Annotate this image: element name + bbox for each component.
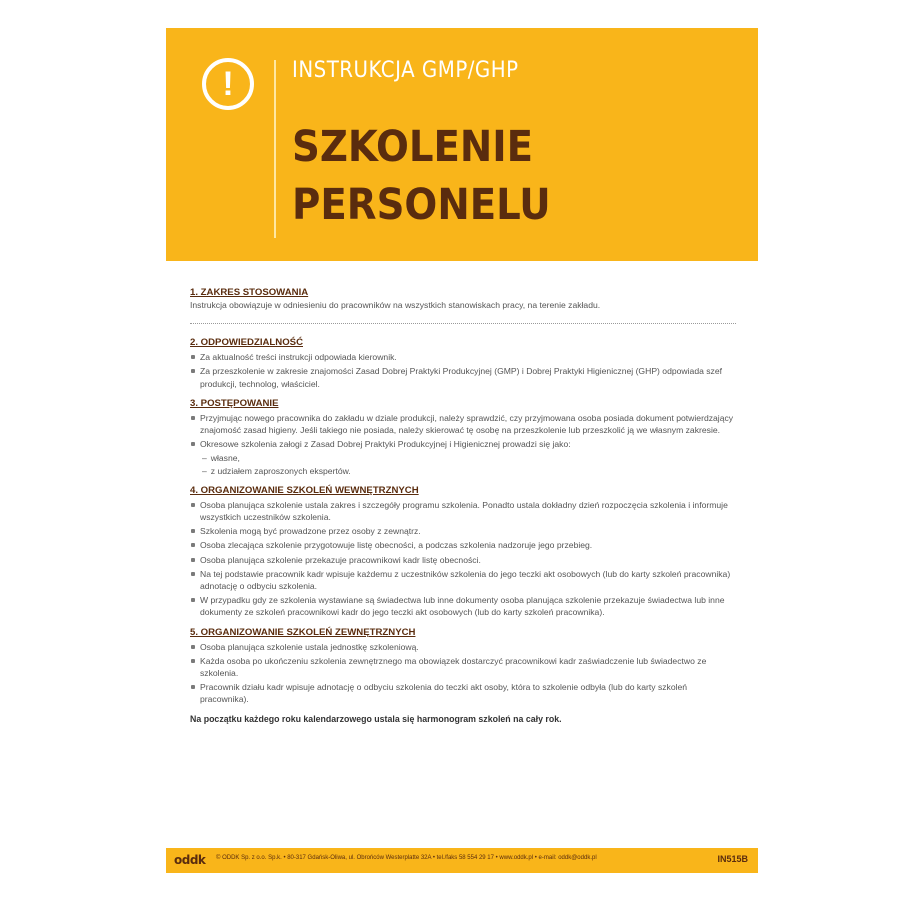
header-divider [274,60,276,238]
list-item: Osoba planująca szkolenie ustala jednostkę szkoleniową. [190,641,736,653]
poster-content [190,286,736,725]
list-item: W przypadku gdy ze szkolenia wystawiane są świadectwa lub inne dokumenty osoba planująca szkolenie przekazuje świadectwa lub inne dokumenty ze szkoleń pracownikowi kadr do jego teczki akt osobowych (lub do karty szkoleń pracownika). [190,594,736,618]
section-procedure [190,397,736,477]
list-item: Osoba zlecająca szkolenie przygotowuje listę obecności, a podczas szkolenia nadzoruje jego przebieg. [190,539,736,551]
poster-title [292,118,551,234]
list-item: Za aktualność treści instrukcji odpowiada kierownik. [190,351,736,363]
section-scope [190,286,736,311]
oddk-logo: oddk [174,853,206,867]
section-title: 1. ZAKRES STOSOWANIA [190,287,309,298]
instruction-kicker: INSTRUKCJA GMP/GHP [292,58,519,83]
section-title: 2. ODPOWIEDZIALNOŚĆ [190,337,303,349]
list-item: Osoba planująca szkolenie ustala zakres i szczegóły programu szkolenia. Ponadto ustala dokładny dzień rozpoczęcia szkolenia i informuje wszystkich uczestników szkolenia. [190,499,736,523]
section-title: 3. POSTĘPOWANIE [190,397,279,409]
publisher-info: © ODDK Sp. z o.o. Sp.k. • 80-317 Gdańsk-Oliwa, ul. Obrońców Westerplatte 32A • tel./faks 58 554 29 17 • www.oddk.pl • e-mail: oddk@oddk.pl [216,855,597,861]
section-title: 5. ORGANIZOWANIE SZKOLEŃ ZEWNĘTRZNYCH [190,626,416,638]
list-item: Szkolenia mogą być prowadzone przez osoby z zewnątrz. [190,525,736,537]
list-item: Osoba planująca szkolenie przekazuje pracownikowi kadr listę obecności. [190,554,736,566]
section-text: Instrukcja obowiązuje w odniesieniu do pracowników na wszystkich stanowiskach pracy, na terenie zakładu. [190,300,601,310]
list-item: Na tej podstawie pracownik kadr wpisuje każdemu z uczestników szkolenia do jego teczki akt osobowych (lub do karty szkoleń pracownika) adnotację o odbyciu szkolenia. [190,568,736,592]
list-item: Każda osoba po ukończeniu szkolenia zewnętrznego ma obowiązek dostarczyć pracownikowi kadr zaświadczenie lub świadectwo ze szkolenia. [190,655,736,679]
bullet-list [190,641,736,706]
section-title: 4. ORGANIZOWANIE SZKOLEŃ WEWNĘTRZNYCH [190,484,419,496]
dotted-divider [190,323,736,324]
sub-list-item: – własne, [190,452,736,464]
sub-list-item: – z udziałem zaproszonych ekspertów. [190,465,736,477]
bullet-list [190,499,736,619]
list-item: Za przeszkolenie w zakresie znajomości Zasad Dobrej Praktyki Produkcyjnej (GMP) i Dobrej Praktyki Higienicznej (GHP) odpowiada szef produkcji, technolog, właściciel. [190,365,736,389]
section-internal-training [190,484,736,619]
list-item: Przyjmując nowego pracownika do zakładu w dziale produkcji, należy sprawdzić, czy przyjmowana osoba posiada dokument potwierdzający znajomość zasad higieny. Jeśli takiego nie posiada, należy skierować tę osobę na przeszkolenie lub przeszkolić ją we własnym zakresie. [190,412,736,436]
title-line-1: SZKOLENIE [292,122,534,172]
section-responsibility [190,336,736,390]
list-item: Okresowe szkolenia załogi z Zasad Dobrej Praktyki Produkcyjnej i Higienicznej prowadzi się jako: [190,438,736,450]
list-item: Pracownik działu kadr wpisuje adnotację o odbyciu szkolenia do teczki akt osoby, która to szkolenie odbyła (lub do karty szkoleń pracownika). [190,681,736,705]
bullet-list [190,412,736,451]
poster-header [166,28,758,261]
document-code: IN515B [717,854,748,864]
section-external-training [190,626,736,706]
final-note: Na początku każdego roku kalendarzowego ustala się harmonogram szkoleń na cały rok. [190,713,562,724]
bullet-list [190,351,736,390]
title-line-2: PERSONELU [292,180,551,230]
exclamation-circle-icon: ! [202,58,254,110]
poster-footer [166,848,758,873]
instruction-poster [166,28,758,873]
